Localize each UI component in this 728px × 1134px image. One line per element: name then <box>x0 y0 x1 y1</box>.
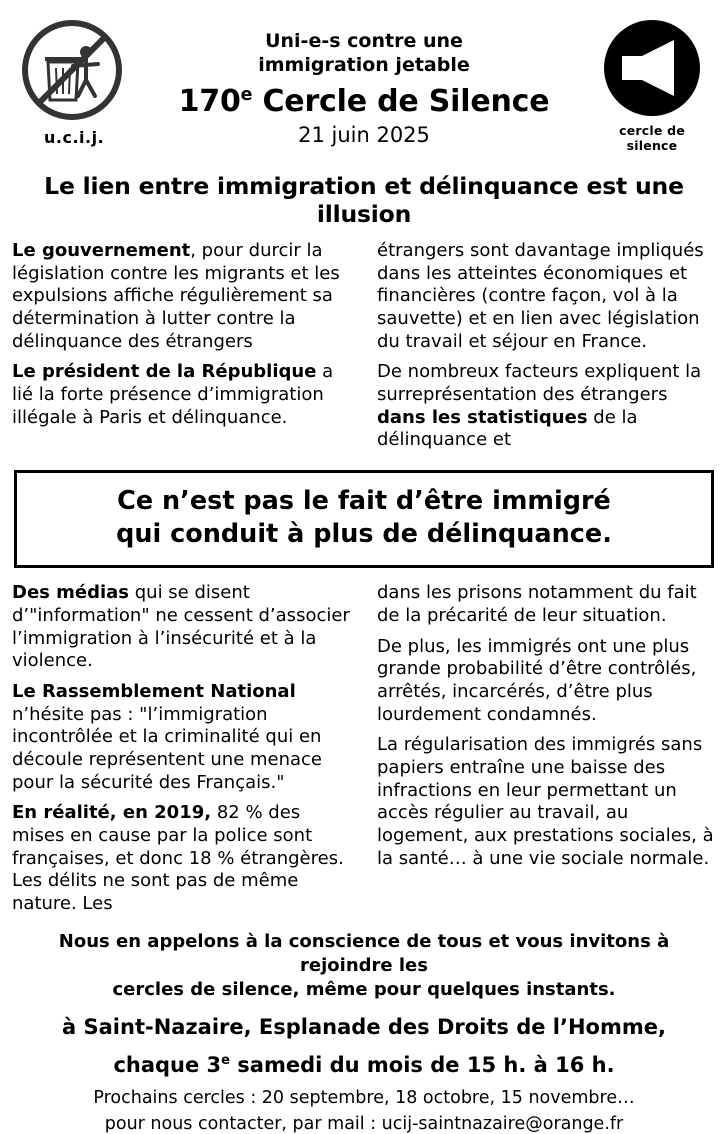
paragraph-body: qui se disent d’"information" ne cessent d’associer l’immigration à l’insécurité et à la violence. <box>12 582 350 672</box>
callout-box <box>14 470 714 568</box>
event-date: 21 juin 2025 <box>298 122 430 147</box>
callout-line-1: Ce n’est pas le fait d’être immigré <box>117 486 611 517</box>
footer <box>12 930 716 1134</box>
title-rest: Cercle de Silence <box>252 83 550 119</box>
header-center <box>140 30 588 147</box>
top-columns <box>12 240 716 454</box>
bottom-columns <box>12 582 716 917</box>
bottom-right-column <box>377 582 716 917</box>
contact-email-line[interactable]: pour nous contacter, par mail : ucij-saintnazaire@orange.fr <box>104 1114 624 1134</box>
schedule-ordinal-suffix: e <box>221 1052 230 1068</box>
place-line-2 <box>12 1051 716 1079</box>
title-ordinal-suffix: e <box>240 84 253 105</box>
callout-line-2: qui conduit à plus de délinquance. <box>116 519 612 550</box>
logo-right <box>594 16 710 153</box>
place-line-1: à Saint-Nazaire, Esplanade des Droits de l’Homme, <box>62 1014 666 1039</box>
paragraph-body: étrangers sont davantage impliqués dans les atteintes économiques et financières (contre façon, vol à la sauvette) et en lien avec législation du travail et séjour en France. <box>377 240 704 352</box>
tagline: Le lien entre immigration et délinquance est une illusion <box>44 172 684 228</box>
paragraph <box>12 802 351 915</box>
paragraph <box>377 582 716 627</box>
paragraph-lead: Le gouvernement <box>12 240 191 261</box>
bottom-left-column <box>12 582 351 917</box>
paragraph-lead: Le président de la République <box>12 361 317 383</box>
paragraph-body: a lié la forte présence d’immigration illégale à Paris et délinquance. <box>12 361 334 428</box>
next-dates: Prochains cercles : 20 septembre, 18 octobre, 15 novembre… <box>93 1088 635 1109</box>
no-trashing-people-icon <box>20 18 124 122</box>
paragraph <box>12 361 351 429</box>
paragraph-body: De plus, les immigrés ont une plus grande probabilité d’être contrôlés, arrêtés, incarcérés, d’être plus lourdement condamnés. <box>377 635 697 725</box>
top-left-column <box>12 240 351 454</box>
paragraph-lead: En réalité, en 2019, <box>12 802 212 824</box>
paragraph-tail: de la délinquance et <box>377 406 638 451</box>
paragraph <box>377 240 716 353</box>
subtitle-line-1: Uni-e-s contre une <box>265 30 463 52</box>
schedule-prefix: chaque 3 <box>113 1052 222 1077</box>
page-title <box>140 84 588 119</box>
paragraph-body: La régularisation des immigrés sans papiers entraîne une baisse des infractions en leur permettant un accès régulier au travail, au logement, aux prestations sociales, à la santé… à une vie sociale normale. <box>377 734 714 869</box>
ucij-label: u.c.i.j. <box>44 128 105 147</box>
paragraph-body: De nombreux facteurs expliquent la surreprésentation des étrangers <box>377 361 702 406</box>
paragraph-lead: Le Rassemblement National <box>12 681 296 703</box>
paragraph-body: dans les prisons notamment du fait de la précarité de leur situation. <box>377 582 697 626</box>
paragraph <box>12 240 351 353</box>
paragraph-body: , pour durcir la législation contre les migrants et les expulsions affiche régulièrement sa détermination à lutter contre la délinquance des étrangers <box>12 240 340 352</box>
subtitle-line-2: immigration jetable <box>258 53 470 76</box>
title-number: 170 <box>178 83 241 119</box>
appeal-line-1: Nous en appelons à la conscience de tous et vous invitons à rejoindre les <box>58 930 670 977</box>
paragraph-emphasis: dans les statistiques <box>377 406 588 428</box>
schedule-rest: samedi du mois de 15 h. à 16 h. <box>229 1052 615 1077</box>
paragraph <box>377 636 716 727</box>
paragraph <box>377 361 716 452</box>
logo-caption: cercle de silence <box>619 123 685 153</box>
paragraph-lead: Des médias <box>12 582 130 604</box>
paragraph <box>12 681 351 794</box>
megaphone-icon <box>600 16 704 120</box>
paragraph <box>377 734 716 870</box>
paragraph-body: n’hésite pas : "l’immigration incontrôlée et la criminalité qui en découle représentent une menace pour la sécurité des Français." <box>12 703 323 793</box>
top-right-column <box>377 240 716 454</box>
appeal-line-2: cercles de silence, même pour quelques instants. <box>112 979 616 1001</box>
paragraph-body: 82 % des mises en cause par la police sont françaises, et donc 18 % étrangères. Les délits ne sont pas de même nature. Les <box>12 802 344 915</box>
paragraph <box>12 582 351 673</box>
header <box>12 10 716 170</box>
